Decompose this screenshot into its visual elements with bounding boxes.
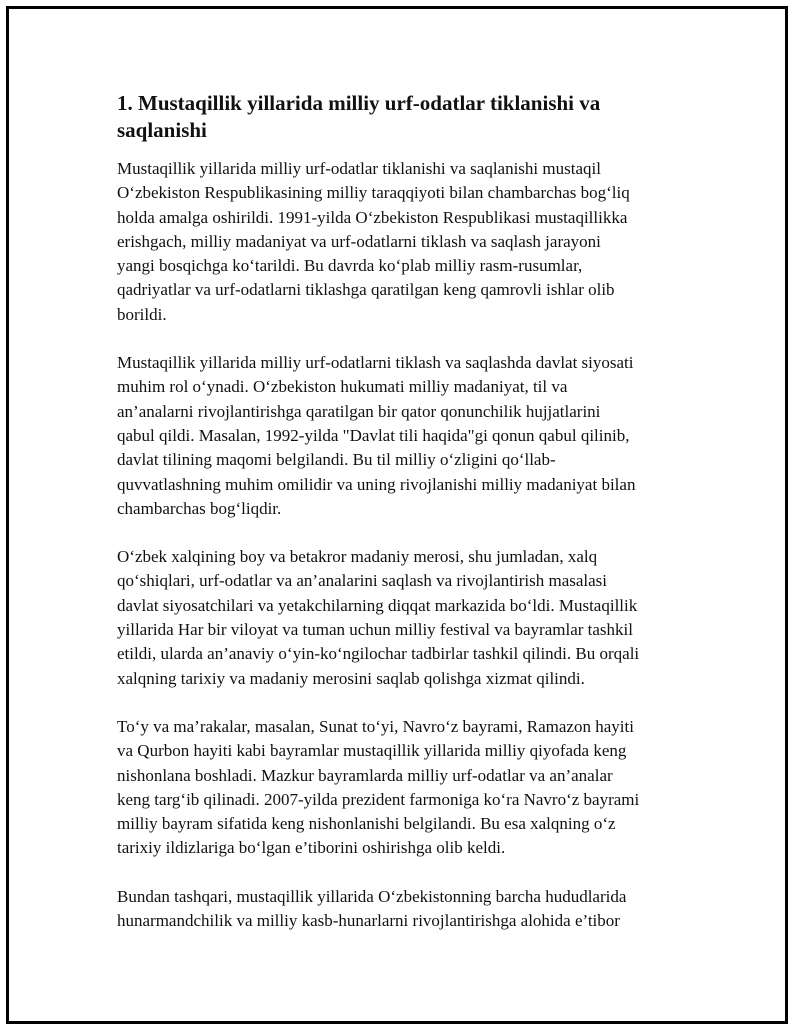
document-title: 1. Mustaqillik yillarida milliy urf-odatlar tiklanishi va saqlanishi [117, 91, 601, 142]
paragraph-3: O‘zbek xalqining boy va betakror madaniy merosi, shu jumladan, xalq qo‘shiqlari, urf-odatlar va an’analarini saqlash va rivojlantirish masalasi davlat siyosatchilari va yetakchilarning diqqat markazida bo‘ldi. Mustaqillik yillarida Har bir viloyat va tuman uchun milliy festival va bayramlar tashkil etildi, ularda an’anaviy o‘yin-ko‘ngilochar tadbirlar tashkil qilindi. Bu orqali xalqning tarixiy va madaniy merosini saqlab qolishga xizmat qilindi. [117, 547, 640, 688]
paragraph-2: Mustaqillik yillarida milliy urf-odatlarni tiklash va saqlashda davlat siyosati muhim rol o‘ynadi. O‘zbekiston hukumati milliy madaniyat, til va an’analarni rivojlantirishga qaratilgan bir qator qonunchilik hujjatlarini qabul qildi. Masalan, 1992-yilda "Davlat tili haqida"gi qonun qabul qilinib, davlat tilining maqomi belgilandi. Bu til milliy o‘zligini qo‘llab- quvvatlashning muhim omilidir va uning rivojlanishi milliy madaniyat bilan chambarchas bog‘liqdir. [117, 353, 636, 518]
document-body [117, 90, 697, 957]
paragraph-4: To‘y va ma’rakalar, masalan, Sunat to‘yi, Navro‘z bayrami, Ramazon hayiti va Qurbon hayiti kabi bayramlar mustaqillik yillarida milliy qiyofada keng nishonlana boshladi. Mazkur bayramlarda milliy urf-odatlar va an’analar keng targ‘ib qilinadi. 2007-yilda prezident farmoniga ko‘ra Navro‘z bayrami milliy bayram sifatida keng nishonlanishi belgilandi. Bu esa xalqning o‘z tarixiy ildizlariga bo‘lgan e’tiborini oshirishga olib keldi. [117, 716, 640, 858]
paragraph-5: Bundan tashqari, mustaqillik yillarida O‘zbekistonning barcha hududlarida hunarmandchilik va milliy kasb-hunarlarni rivojlantirishga alohida e’tibor [117, 886, 627, 931]
paragraph-1: Mustaqillik yillarida milliy urf-odatlar tiklanishi va saqlanishi mustaqil O‘zbekiston Respublikasining milliy taraqqiyoti bilan chambarchas bog‘liq holda amalga oshirildi. 1991-yilda O‘zbekiston Respublikasi mustaqillikka erishgach, milliy madaniyat va urf-odatlarni tiklash va saqlash jarayoni yangi bosqichga ko‘tarildi. Bu davrda ko‘plab milliy rasm-rusumlar, qadriyatlar va urf-odatlarni tiklashga qaratilgan keng qamrovli ishlar olib borildi. [117, 159, 630, 324]
